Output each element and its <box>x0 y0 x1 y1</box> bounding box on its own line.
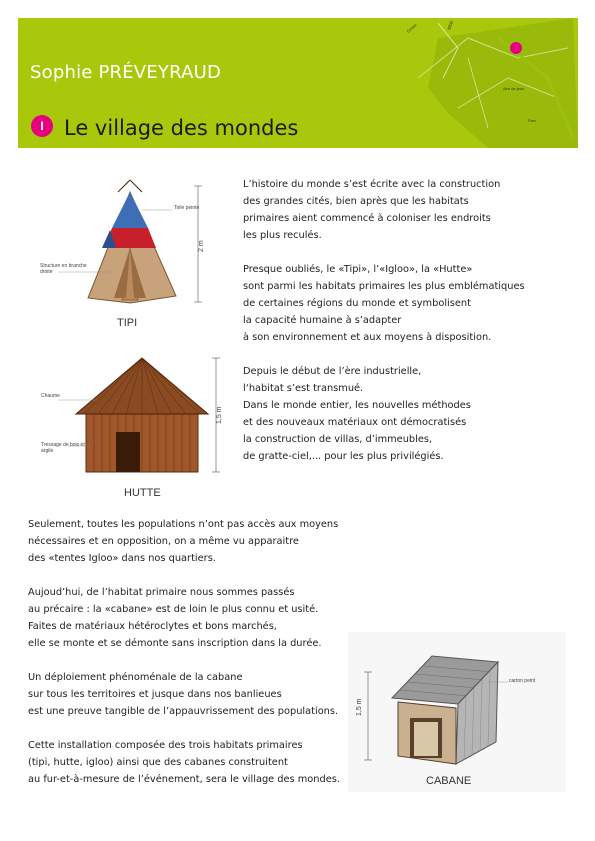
paragraph <box>28 737 340 788</box>
paragraph <box>243 363 525 465</box>
text-line: les plus reculés. <box>243 230 322 241</box>
text-line: sur tous les territoires et jusque dans nos banlieues <box>28 689 282 700</box>
text-line: Cette installation composée des trois habitats primaires <box>28 740 303 751</box>
hutte-figure <box>38 348 243 505</box>
text-line: Presque oubliés, le «Tipi», l’«Igloo», la «Hutte» <box>243 264 473 275</box>
section-title: Le village des mondes <box>64 116 299 140</box>
cabane-illustration <box>348 632 566 792</box>
map-label: Centre <box>405 22 418 34</box>
site-map <box>398 18 578 148</box>
map-label: Parc <box>528 118 537 123</box>
text-line: nécessaires et en opposition, on a même vu apparaitre <box>28 536 299 547</box>
text-line: sont parmi les habitats primaires les plus emblématiques <box>243 281 525 292</box>
text-line: Depuis le début de l’ère industrielle, <box>243 366 422 377</box>
paragraph <box>28 669 340 720</box>
text-line: de gratte-ciel,... pour les plus privilégiés. <box>243 451 444 462</box>
text-line: la construction de villas, d’immeubles, <box>243 434 433 445</box>
hutte-caption: HUTTE <box>124 487 161 499</box>
hutte-illustration <box>38 348 243 505</box>
page-header <box>18 18 578 148</box>
cabane-dimension: 1,5 m <box>356 698 363 716</box>
paragraph <box>243 176 525 244</box>
text-line: (tipi, hutte, igloo) ainsi que des cabanes construitent <box>28 757 288 768</box>
right-column-text <box>243 176 525 482</box>
cabane-figure <box>348 632 566 792</box>
text-line: des grandes cités, bien après que les habitats <box>243 196 469 207</box>
text-line: primaires aient commencé à coloniser les endroits <box>243 213 491 224</box>
text-line: de certaines régions du monde et symbolisent <box>243 298 471 309</box>
text-line: des «tentes Igloo» dans nos quartiers. <box>28 553 216 564</box>
tipi-dimension: 2 m <box>198 240 205 252</box>
text-line: et des nouveaux matériaux ont démocratisés <box>243 417 467 428</box>
text-line: Aujoud’hui, de l’habitat primaire nous sommes passés <box>28 587 295 598</box>
cabane-caption: CABANE <box>426 775 472 787</box>
paragraph <box>243 261 525 346</box>
text-line: est une preuve tangible de l’appauvrissement des populations. <box>28 706 339 717</box>
text-line: la capacité humaine à s’adapter <box>243 315 402 326</box>
paragraph <box>28 516 340 567</box>
text-line: au précaire : la «cabane» est de loin le plus connu et usité. <box>28 604 319 615</box>
text-line: Faites de matériaux hétéroclytes et bons marchés, <box>28 621 277 632</box>
text-line: l‘habitat s’est transmué. <box>243 383 364 394</box>
hutte-label-tressage: Tressage de bois et argile <box>41 442 85 454</box>
section-number-badge: I <box>31 115 53 137</box>
tipi-illustration <box>38 168 238 338</box>
hutte-dimension: 1,5 m <box>216 406 223 424</box>
text-line: elle se monte et se démonte sans inscription dans la durée. <box>28 638 322 649</box>
author-name: Sophie PRÉVEYRAUD <box>30 62 222 83</box>
tipi-caption: TIPI <box>117 317 138 329</box>
location-marker <box>510 42 522 54</box>
map-label: MDB <box>446 20 454 31</box>
text-line: à son environnement et aux moyens à disposition. <box>243 332 492 343</box>
text-line: au fur-et-à-mesure de l’événement, sera le village des mondes. <box>28 774 340 785</box>
tipi-figure <box>38 168 238 338</box>
text-line: Un déploiement phénoménale de la cabane <box>28 672 243 683</box>
left-column-text <box>28 516 340 805</box>
paragraph <box>28 584 340 652</box>
hutte-label-chaume: Chaume <box>41 393 60 399</box>
text-line: L’histoire du monde s’est écrite avec la construction <box>243 179 501 190</box>
cabane-label-carton: carton peint <box>509 678 536 684</box>
tipi-label-toile: Toile peinte <box>174 205 200 211</box>
text-line: Seulement, toutes les populations n’ont pas accès aux moyens <box>28 519 339 530</box>
map-label: Aire de jeux <box>503 86 525 91</box>
text-line: Dans le monde entier, les nouvelles méthodes <box>243 400 471 411</box>
tipi-label-structure: Structure en branche droite <box>40 263 87 275</box>
